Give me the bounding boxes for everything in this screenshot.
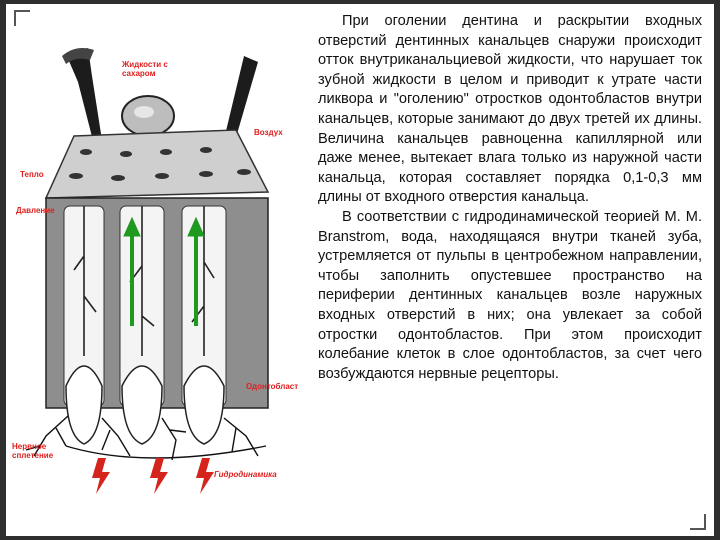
paragraph-1: При оголении дентина и раскрытии входных отверстий дентинных канальцев снаружи происходит отток внутриканальциевой жидкости, что нарушает ток зубной жидкости в целом и приводит к утрате части ликвора и "оголению" отростков одонтобластов внутри канальцев, которые занимают до двух третей их длины. Величина канальцев равноценна капиллярной или даже менее, вытекает влага только из наружной части канальца, которая составляет порядка 0,1-0,3 мм длины от входного отверстия канальца. (318, 13, 702, 206)
corner-bracket-bottom-right (690, 514, 706, 530)
label-plexus: Нервное сплетение (12, 442, 54, 460)
pain-bolt-1 (92, 458, 110, 494)
label-hydro: Гидродинамика (214, 470, 277, 479)
corner-bracket-top-left (14, 10, 30, 26)
dentin-tubule-figure (6, 26, 306, 526)
pain-bolt-3 (196, 458, 214, 494)
paragraph-2: В соответствии с гидродинамической теорией М. М. Branstrom, вода, находящаяся внутри тканей зуба, устремляется от пульпы в центробежном направлении, чтобы заполнить опустевшее пространство на периферии дентинных канальцев возле наружных входных отверстий в них; она увлекает за собой отростки одонтобластов. При этом происходит колебание клеток в слое одонтобластов, за счет чего возбуждаются нервные рецепторы. (318, 208, 702, 382)
label-fluid: Жидкости с сахаром (122, 60, 168, 78)
label-air: Воздух (254, 128, 283, 137)
slide (6, 4, 714, 536)
odontoblast-cell-3 (184, 366, 224, 444)
label-pressure: Давление (16, 206, 55, 215)
main-text (318, 12, 702, 384)
odontoblast-cell-1 (66, 366, 102, 444)
label-heat: Тепло (20, 170, 44, 179)
label-odontoblast: Одонтобласт (246, 382, 299, 391)
pain-bolt-2 (150, 458, 168, 494)
odontoblast-cell-2 (122, 366, 162, 444)
enamel-surface (46, 130, 268, 198)
